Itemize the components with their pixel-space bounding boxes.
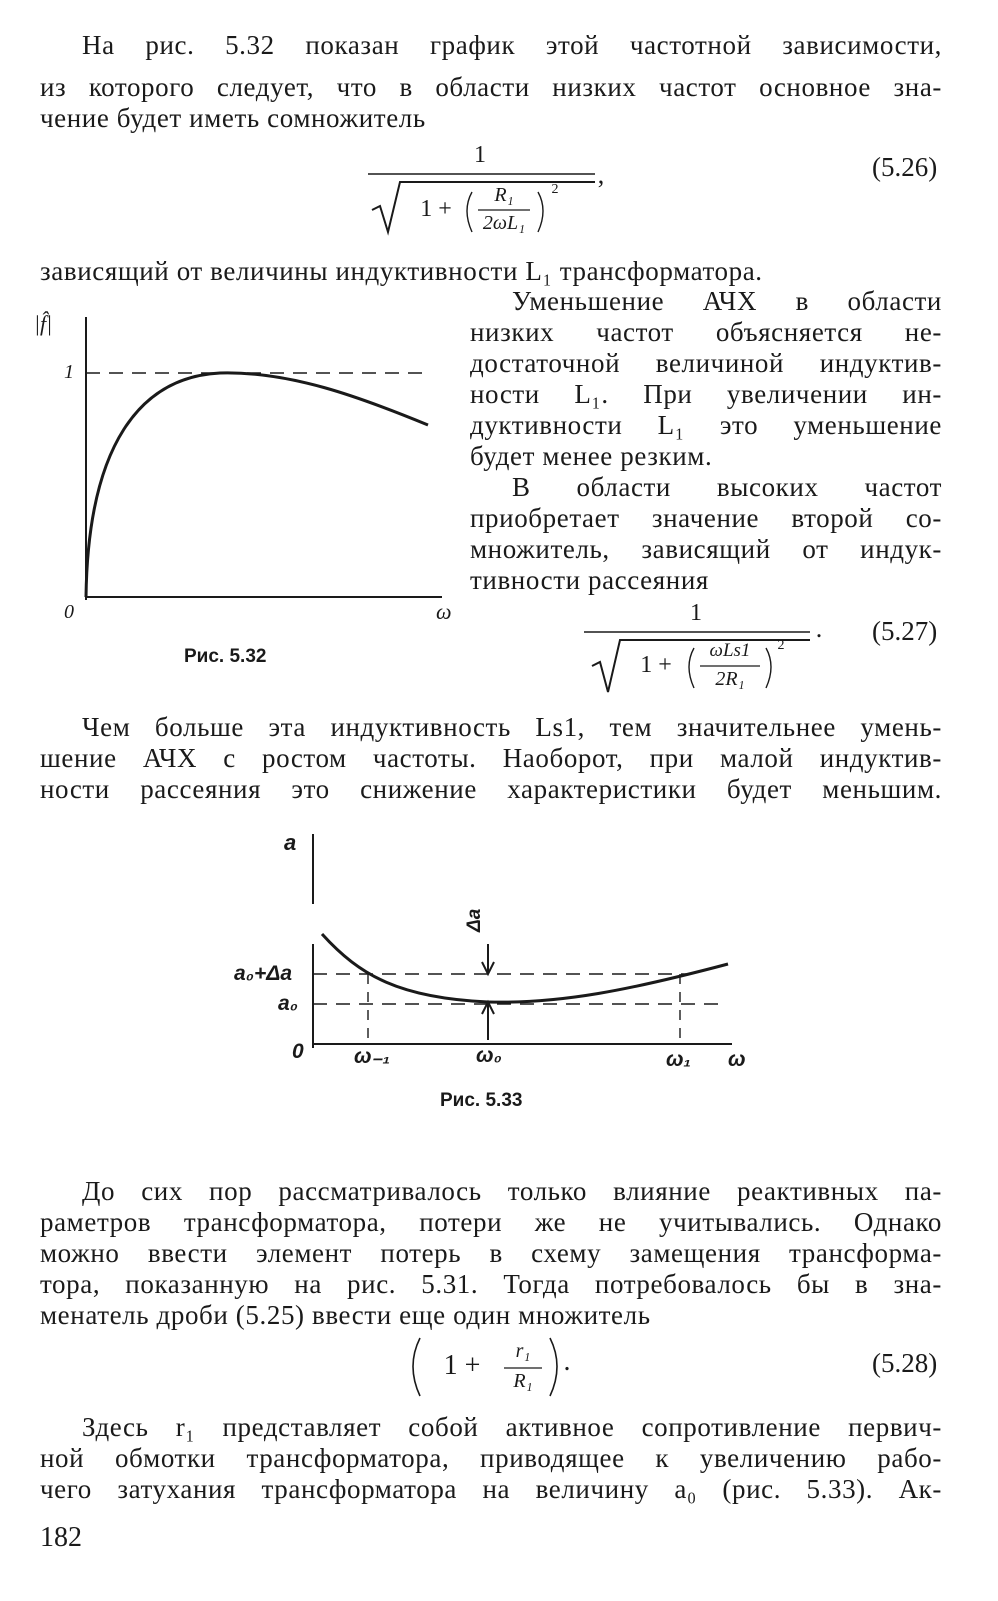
y-axis-label: |f̂|	[34, 311, 53, 336]
equation-5-27	[578, 600, 840, 700]
text-line: тивности рассеяния	[470, 565, 709, 595]
x-axis-label: ω	[436, 599, 452, 624]
numerator: 1	[690, 600, 702, 626]
denominator: R₁	[513, 1370, 533, 1392]
inner-denominator: 2R₁	[715, 668, 745, 690]
text-line: В области высоких частот	[512, 472, 942, 502]
origin-label: 0	[64, 601, 74, 623]
text-line: До сих пор рассматривалось только влияние реактивных па-	[82, 1176, 942, 1206]
eq-punct: .	[563, 1346, 571, 1377]
x-axis-label: ω	[728, 1048, 746, 1071]
origin-label: 0	[292, 1040, 304, 1063]
tick-omega-0: ω₀	[476, 1044, 502, 1067]
text-line: ной обмотки трансформатора, приводящее к увеличению рабо-	[40, 1443, 942, 1473]
text-line: будет менее резким.	[470, 441, 713, 471]
text-line: шение АЧХ с ростом частоты. Наоборот, при малой индуктив-	[40, 743, 942, 773]
equation-5-26	[360, 140, 620, 240]
text-line: чего затухания трансформатора на величину a₀ (рис. 5.33). Ак-	[40, 1474, 942, 1504]
numerator: r₁	[515, 1340, 531, 1362]
equation-5-28	[408, 1332, 588, 1402]
text-line: из которого следует, что в области низких частот основное зна-	[40, 72, 942, 102]
text-line: Чем больше эта индуктивность Ls1, тем значительнее умень-	[82, 712, 942, 742]
numerator: 1	[474, 142, 486, 168]
text-line: раметров трансформатора, потери же не учитывались. Однако	[40, 1207, 942, 1237]
text-line: Уменьшение АЧХ в области	[512, 286, 942, 316]
figure-caption: Рис. 5.32	[184, 646, 267, 667]
inner-numerator: R₁	[494, 184, 514, 206]
eq-punct: ,	[597, 160, 605, 189]
one-plus: 1 +	[443, 1350, 481, 1381]
exponent: 2	[777, 638, 785, 653]
one-plus: 1 +	[640, 652, 672, 678]
figure-5-33	[220, 826, 780, 1086]
tick-omega-minus-1: ω₋₁	[354, 1045, 391, 1068]
eq-label: (5.27)	[872, 616, 938, 646]
text-line: чение будет иметь сомножитель	[40, 103, 426, 133]
inner-denominator: 2ωL₁	[482, 212, 526, 234]
label-a0-plus-da: a₀+Δa	[234, 962, 293, 985]
text-line: приобретает значение второй со-	[470, 503, 942, 533]
text-line: низких частот объясняется не-	[470, 317, 942, 347]
page-number: 182	[40, 1522, 82, 1553]
text-line: дуктивности L₁ это уменьшение	[470, 410, 942, 440]
label-a0: a₀	[278, 992, 298, 1015]
figure-caption: Рис. 5.33	[440, 1090, 523, 1111]
figure-5-32	[30, 305, 460, 635]
tick-omega-1: ω₁	[666, 1048, 691, 1071]
exponent: 2	[551, 182, 559, 197]
text-line: зависящий от величины индуктивности L₁ трансформатора.	[40, 256, 763, 286]
text-line: можно ввести элемент потерь в схему замещения трансформа-	[40, 1238, 942, 1268]
text-line: тора, показанную на рис. 5.31. Тогда потребовалось бы в зна-	[40, 1269, 942, 1299]
y-tick-1: 1	[64, 361, 74, 383]
inner-numerator: ωLs1	[709, 640, 751, 661]
text-line: менатель дроби (5.25) ввести еще один множитель	[40, 1300, 651, 1330]
text-line: Здесь r₁ представляет собой активное сопротивление первич-	[82, 1412, 942, 1442]
text-line: ности L₁. При увеличении ин-	[470, 379, 942, 409]
text-line: достаточной величиной индуктив-	[470, 348, 942, 378]
eq-label: (5.28)	[872, 1348, 938, 1378]
text-line: На рис. 5.32 показан график этой частотной зависимости,	[82, 30, 942, 60]
y-axis-label: a	[284, 830, 297, 855]
text-line: ности рассеяния это снижение характеристики будет меньшим.	[40, 774, 942, 804]
eq-label: (5.26)	[872, 152, 938, 182]
eq-punct: .	[815, 614, 823, 643]
one-plus: 1 +	[420, 196, 452, 222]
delta-a-label: Δa	[464, 908, 485, 932]
text-line: множитель, зависящий от индук-	[470, 534, 942, 564]
